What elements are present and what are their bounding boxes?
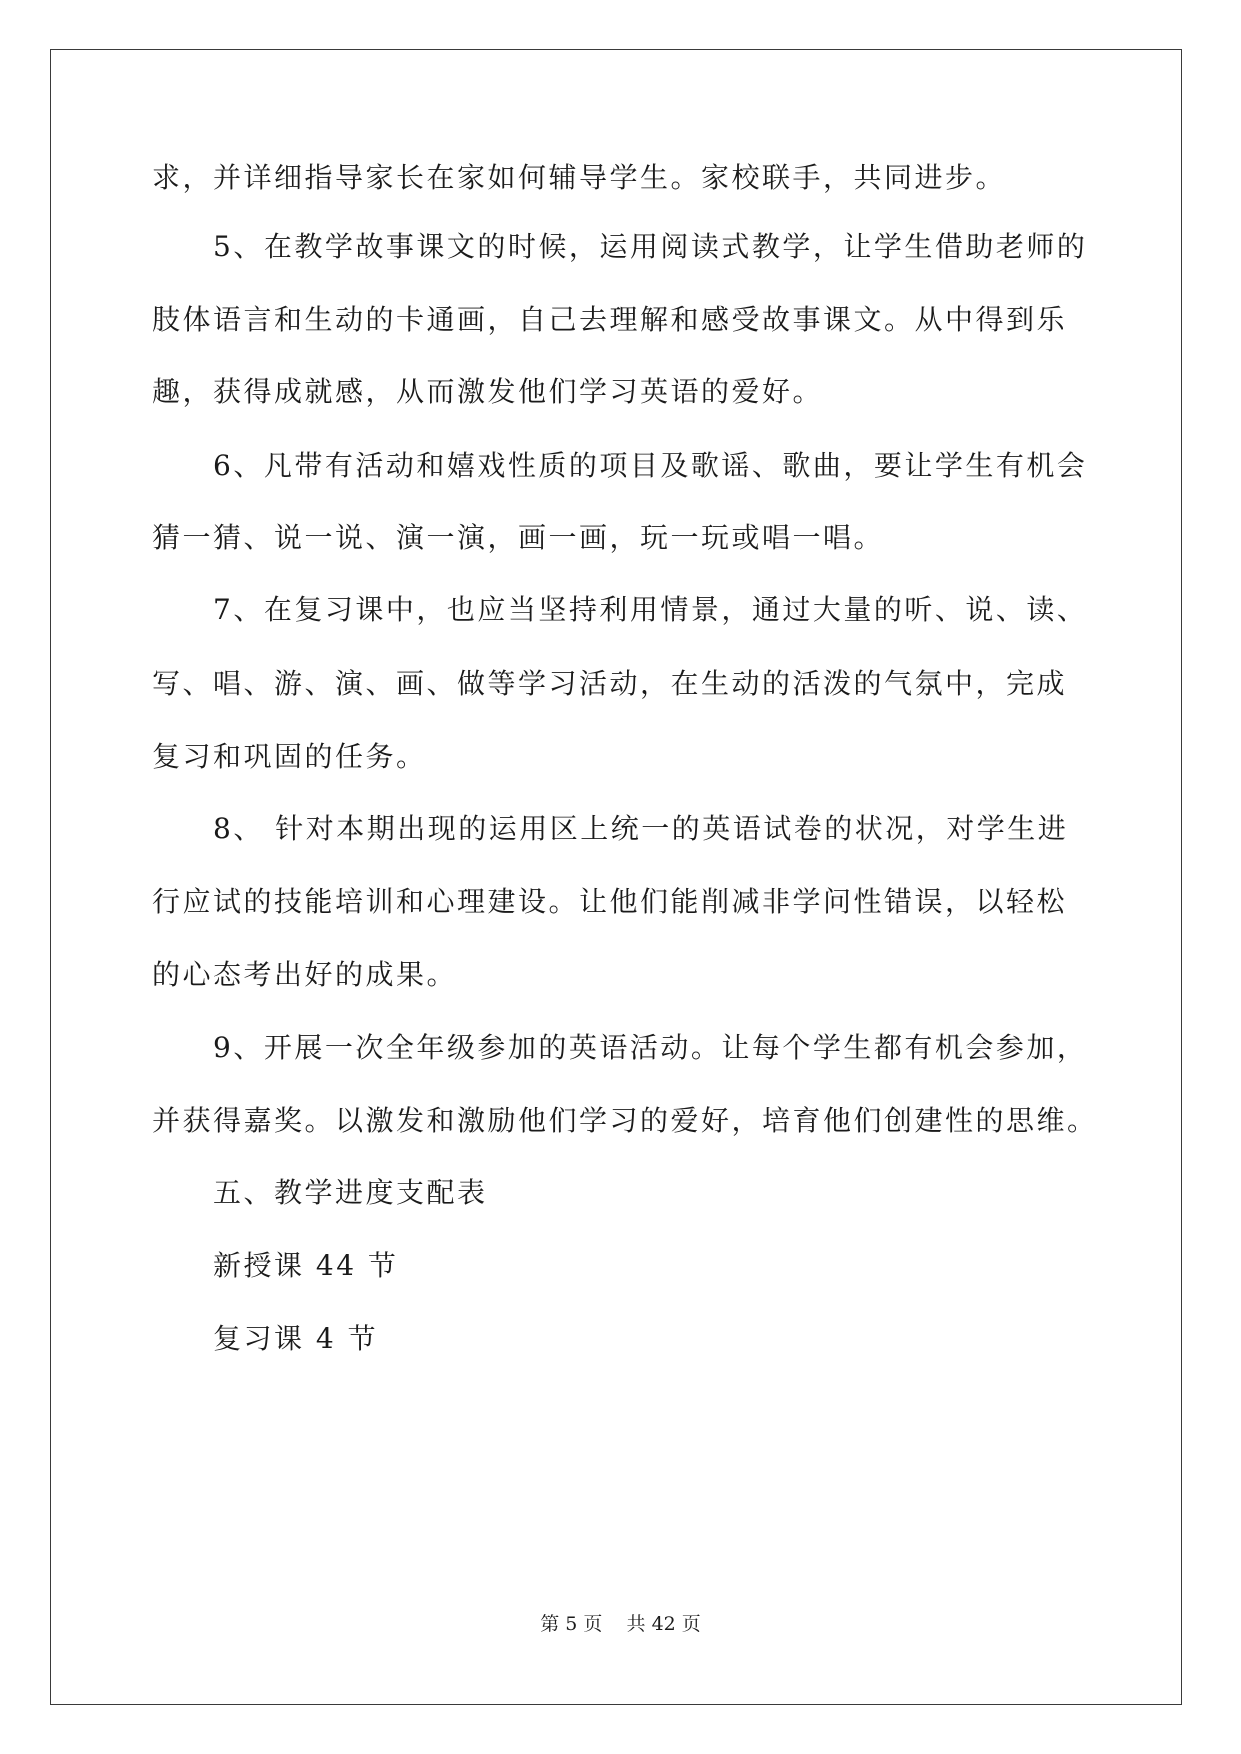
text-line-9: 复习和巩固的任务。 <box>152 740 427 773</box>
text-line-3: 肢体语言和生动的卡通画，自己去理解和感受故事课文。从中得到乐 <box>152 303 1068 336</box>
text-line-10: 8、 针对本期出现的运用区上统一的英语试卷的状况，对学生进 <box>213 812 1069 845</box>
text-line-12: 的心态考出好的成果。 <box>152 958 458 991</box>
text-line-1: 求，并详细指导家长在家如何辅导学生。家校联手，共同进步。 <box>152 161 1007 194</box>
text-line-4: 趣，获得成就感，从而激发他们学习英语的爱好。 <box>152 375 824 408</box>
text-line-2: 5、在教学故事课文的时候，运用阅读式教学，让学生借助老师的 <box>213 230 1088 263</box>
text-line-14: 并获得嘉奖。以激发和激励他们学习的爱好，培育他们创建性的思维。 <box>152 1104 1098 1137</box>
text-line-11: 行应试的技能培训和心理建设。让他们能削减非学问性错误，以轻松 <box>152 885 1068 918</box>
text-line-6: 猜一猜、说一说、演一演，画一画，玩一玩或唱一唱。 <box>152 521 885 554</box>
text-line-review-lessons: 复习课 4 节 <box>213 1322 379 1355</box>
text-line-5: 6、凡带有活动和嬉戏性质的项目及歌谣、歌曲，要让学生有机会 <box>213 449 1088 482</box>
text-line-13: 9、开展一次全年级参加的英语活动。让每个学生都有机会参加， <box>213 1031 1088 1064</box>
text-line-8: 写、唱、游、演、画、做等学习活动，在生动的活泼的气氛中，完成 <box>152 667 1068 700</box>
page-number-footer: 第 5 页 共 42 页 <box>540 1613 701 1635</box>
section-heading: 五、教学进度支配表 <box>213 1176 488 1209</box>
page-border <box>50 49 1182 1705</box>
text-line-new-lessons: 新授课 44 节 <box>213 1249 399 1282</box>
text-line-7: 7、在复习课中，也应当坚持利用情景，通过大量的听、说、读、 <box>213 593 1088 626</box>
